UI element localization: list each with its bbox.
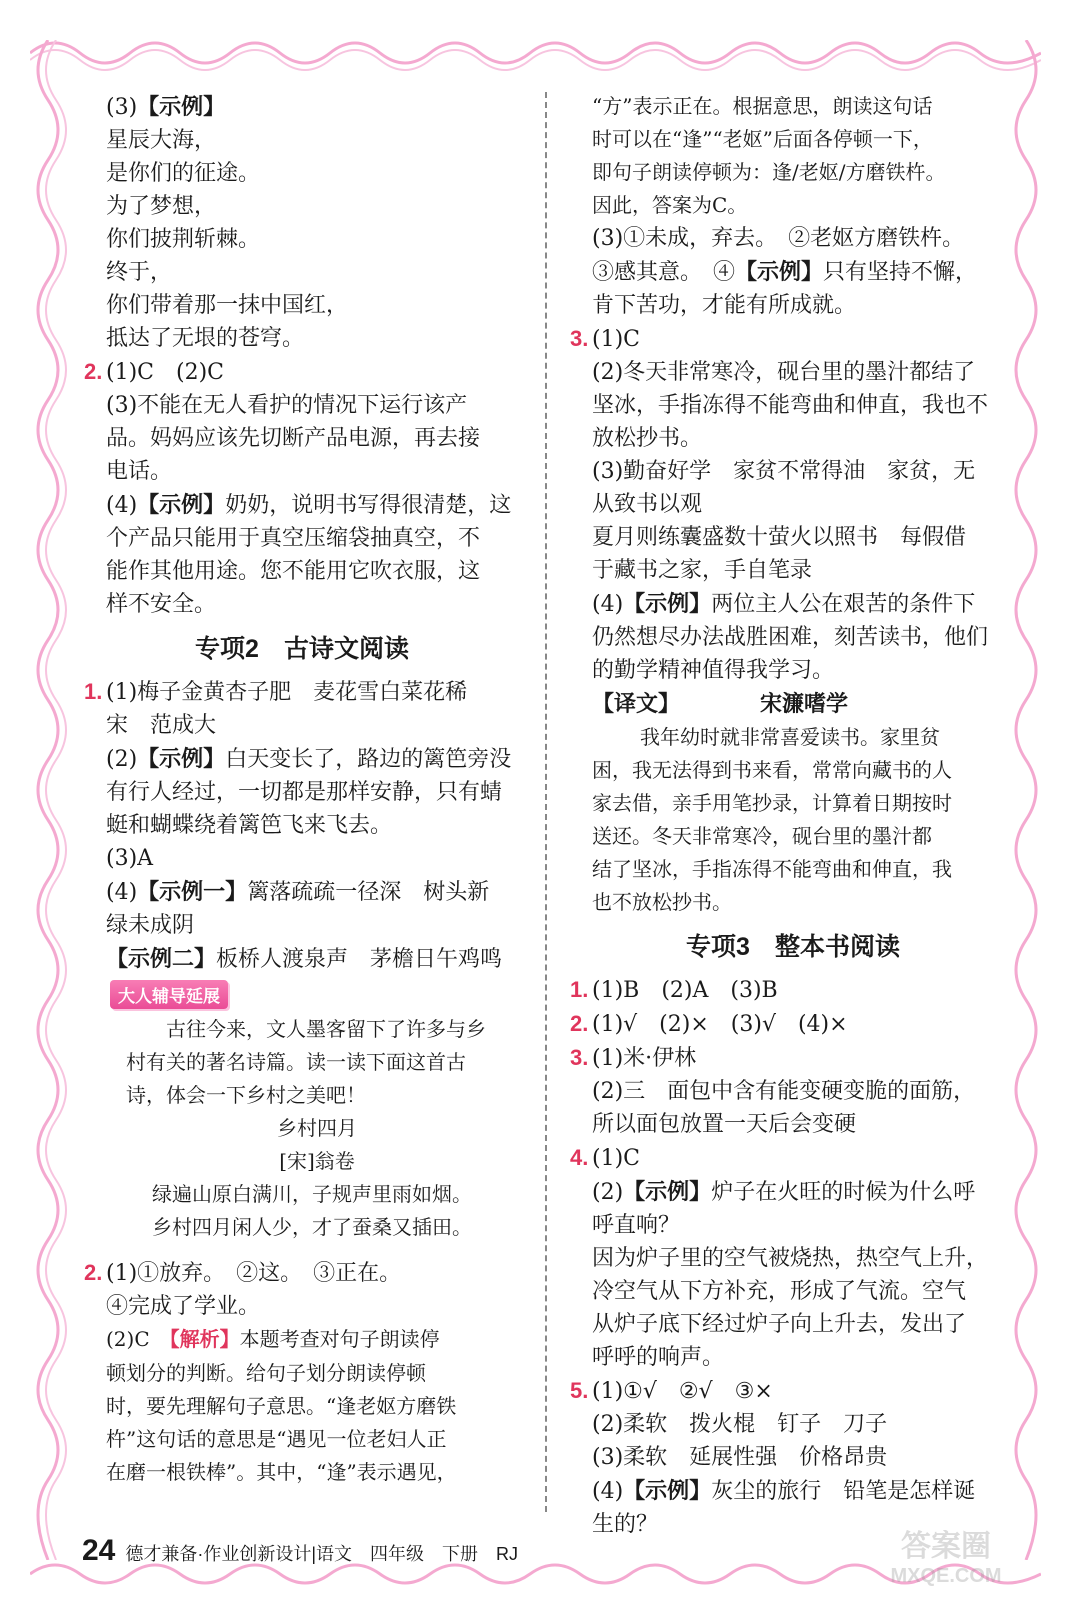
answer-line: 有行人经过，一切都是那样安静，只有蜻 <box>106 780 503 805</box>
poem-line: 终于， <box>106 260 173 285</box>
answer-line: 3. (1)C <box>568 322 1018 356</box>
answer-line: 4. (1)C <box>568 1141 1018 1175</box>
answer-line: 时，要先理解句子意思。“逢老妪方磨铁 <box>106 1394 457 1418</box>
answer-line: (3)勤奋好学 家贫不常得油 家贫，无 <box>592 459 976 484</box>
answer-line: 的勤学精神值得我学习。 <box>592 658 835 683</box>
watermark-url: MXQE.COM <box>890 1565 1002 1587</box>
answer-line: 因此，答案为C。 <box>592 193 748 217</box>
answer-line: 放松抄书。 <box>592 426 703 451</box>
extension-text: 诗，体会一下乡村之美吧！ <box>126 1083 366 1107</box>
decorative-frame-top <box>30 28 1041 78</box>
answer-line: 样不安全。 <box>106 592 217 617</box>
question-number: 4. <box>570 1145 589 1170</box>
book-series: 德才兼备·作业创新设计|语文 四年级 下册 RJ <box>125 1544 519 1564</box>
answer-line: 1. (1)梅子金黄杏子肥 麦花雪白菜花稀 <box>82 675 522 709</box>
page-footer <box>82 1534 518 1568</box>
left-column <box>82 90 522 1489</box>
answer-line: 品。妈妈应该先切断产品电源，再去接 <box>106 426 481 451</box>
column-divider <box>545 92 547 1512</box>
watermark-logo <box>861 1520 1031 1590</box>
poem-line: 你们披荆斩棘。 <box>106 227 261 252</box>
poem-line: 乡村四月闲人少，才了蚕桑又插田。 <box>152 1215 472 1239</box>
question-number: 2. <box>84 1260 103 1285</box>
answer-line: (3)①未成，弃去。 ②老妪方磨铁杵。 <box>592 226 965 251</box>
answer-line: 夏月则练囊盛数十萤火以照书 每假借 <box>592 525 967 550</box>
answer-line: 5. (1)①√ ②√ ③× <box>568 1374 1018 1408</box>
answer-line: (4)【示例】奶奶，说明书写得很清楚，这 <box>106 492 512 518</box>
answer-line: 2. (1)√ (2)× (3)√ (4)× <box>568 1007 1018 1041</box>
poem-line: 你们带着那一抹中国红， <box>106 293 349 318</box>
question-number: 3. <box>570 1045 589 1070</box>
answer-line: 顿划分的判断。给句子划分朗读停顿 <box>106 1361 426 1385</box>
translation-line: 困，我无法得到书来看，常常向藏书的人 <box>592 758 952 782</box>
translation-line: 送还。冬天非常寒冷，砚台里的墨汁都 <box>592 824 932 848</box>
right-column <box>568 90 1018 1541</box>
answer-line: 所以面包放置一天后会变硬 <box>592 1112 857 1137</box>
answer-line: ④完成了学业。 <box>106 1294 261 1319</box>
poem-title: 乡村四月 <box>277 1116 357 1140</box>
answer-line: 绿未成阴 <box>106 913 195 938</box>
answer-line: 因为炉子里的空气被烧热，热空气上升， <box>592 1246 989 1271</box>
watermark-text: 答案圈 <box>901 1530 991 1563</box>
answer-line: 1. (1)B (2)A (3)B <box>568 973 1018 1007</box>
answer-line: 蜓和蝴蝶绕着篱笆飞来飞去。 <box>106 813 393 838</box>
answer-line: 即句子朗读停顿为：逢/老妪/方磨铁杵。 <box>592 160 946 184</box>
translation-line: 我年幼时就非常喜爱读书。家里贫 <box>640 725 940 749</box>
answer-line: 冷空气从下方补充，形成了气流。空气 <box>592 1279 967 1304</box>
translation-line: 家去借，亲手用笔抄录，计算着日期按时 <box>592 791 952 815</box>
answer-line: (2)【示例】炉子在火旺的时候为什么呼 <box>592 1179 976 1205</box>
answer-line: (2)C 【解析】本题考查对句子朗读停 <box>106 1327 440 1351</box>
answer-line: (3)柔软 延展性强 价格昂贵 <box>592 1445 888 1470</box>
answer-line: “方”表示正在。根据意思，朗读这句话 <box>592 94 933 118</box>
extension-text: 村有关的著名诗篇。读一读下面这首古 <box>126 1050 466 1074</box>
translation-line: 结了坚冰，手指冻得不能弯曲和伸直，我 <box>592 857 952 881</box>
poem-line: 是你们的征途。 <box>106 161 261 186</box>
answer-line: 能作其他用途。您不能用它吹衣服，这 <box>106 559 481 584</box>
answer-line: 呼直响？ <box>592 1213 681 1238</box>
section-title: 专项2 古诗文阅读 <box>195 635 409 663</box>
question-number: 3. <box>570 326 589 351</box>
q2-answer: 2. (1)C (2)C <box>82 355 522 389</box>
poem-line: 为了梦想， <box>106 194 217 219</box>
answer-line: (2)柔软 拨火棍 钉子 刀子 <box>592 1412 888 1437</box>
answer-line: (2)【示例】白天变长了，路边的篱笆旁没 <box>106 746 512 772</box>
answer-line: 从致书以观 <box>592 492 703 517</box>
answer-line: 3. (1)米·伊林 <box>568 1041 1018 1075</box>
answer-line: 肯下苦功，才能有所成就。 <box>592 293 857 318</box>
decorative-frame-left <box>26 40 76 1560</box>
answer-line: 个产品只能用于真空压缩袋抽真空，不 <box>106 526 481 551</box>
poem-line: 抵达了无垠的苍穹。 <box>106 326 305 351</box>
answer-line: 从炉子底下经过炉子向上升去，发出了 <box>592 1312 967 1337</box>
question-number: 5. <box>570 1378 589 1403</box>
answer-line: 电话。 <box>106 459 173 484</box>
answer-line: (2)三 面包中含有能变硬变脆的面筋， <box>592 1079 976 1104</box>
answer-line: (4)【示例】两位主人公在艰苦的条件下 <box>592 591 976 617</box>
extension-badge: 大人辅导延展 <box>110 980 228 1009</box>
answer-line: 杵”这句话的意思是“遇见一位老妇人正 <box>106 1427 447 1451</box>
answer-line: 于藏书之家，手自笔录 <box>592 558 813 583</box>
answer-line: (4)【示例一】篱落疏疏一径深 树头新 <box>106 879 490 905</box>
poem-author: [宋]翁卷 <box>279 1149 355 1173</box>
answer-line: 时可以在“逢”“老妪”后面各停顿一下， <box>592 127 933 151</box>
question-number: 2. <box>84 359 103 384</box>
poem-line: 星辰大海， <box>106 128 217 153</box>
answer-line: 呼呼的响声。 <box>592 1345 725 1370</box>
section-title: 专项3 整本书阅读 <box>686 933 900 961</box>
translation-header: 【译文】 宋濂嗜学 <box>592 691 849 716</box>
poem-line: 绿遍山原白满川，子规声里雨如烟。 <box>152 1182 472 1206</box>
answer-line: 宋 范成大 <box>106 713 217 738</box>
q1-part3-header: (3)【示例】 <box>106 94 226 120</box>
answer-line: 在磨一根铁棒”。其中，“逢”表示遇见， <box>106 1460 457 1484</box>
answer-line: (4)【示例】灰尘的旅行 铅笔是怎样诞 <box>592 1478 976 1504</box>
answer-line: (3)A <box>106 846 154 871</box>
question-number: 2. <box>570 1011 589 1036</box>
answer-line: 坚冰，手指冻得不能弯曲和伸直，我也不 <box>592 393 989 418</box>
extension-text: 古往今来，文人墨客留下了许多与乡 <box>166 1017 486 1041</box>
answer-line: 【示例二】板桥人渡泉声 茅檐日午鸡鸣 <box>106 946 503 972</box>
answer-line: (3)不能在无人看护的情况下运行该产 <box>106 393 468 418</box>
page-number: 24 <box>82 1534 116 1567</box>
answer-line: 生的？ <box>592 1512 659 1537</box>
answer-line: 仍然想尽办法战胜困难，刻苦读书，他们 <box>592 625 989 650</box>
answer-line: 2. (1)①放弃。 ②这。 ③正在。 <box>82 1256 522 1290</box>
answer-line: ③感其意。 ④【示例】只有坚持不懈， <box>592 259 978 285</box>
answer-line: (2)冬天非常寒冷，砚台里的墨汁都结了 <box>592 360 976 385</box>
question-number: 1. <box>84 679 103 704</box>
question-number: 1. <box>570 977 589 1002</box>
translation-line: 也不放松抄书。 <box>592 890 732 914</box>
